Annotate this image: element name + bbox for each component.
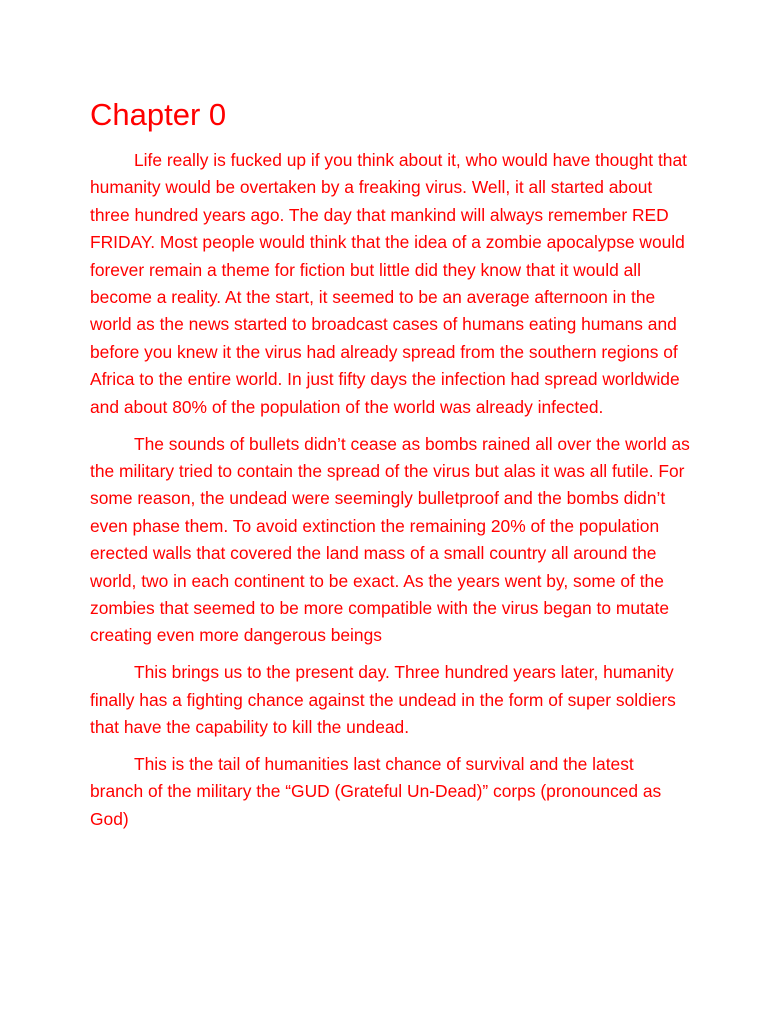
paragraph-2: The sounds of bullets didn’t cease as bombs rained all over the world as the military tried to contain the spread of the virus but alas it was all futile. For some reason, the undead were seemingly bulletproof and the bombs didn’t even phase them. To avoid extinction the remaining 20% of the population erected walls that covered the land mass of a small country all around the world, two in each continent to be exact. As the years went by, some of the zombies that seemed to be more compatible with the virus began to mutate creating even more dangerous beings (90, 433, 690, 646)
paragraph-3: This brings us to the present day. Three hundred years later, humanity finally has a fighting chance against the undead in the form of super soldiers that have the capability to kill the undead. (90, 662, 676, 738)
chapter-title: Chapter 0 (90, 97, 227, 132)
paragraph-4: This is the tail of humanities last chance of survival and the latest branch of the military the “GUD (Grateful Un-Dead)” corps (pronounced as God) (90, 754, 662, 829)
chapter-body (90, 147, 690, 843)
paragraph-1: Life really is fucked up if you think about it, who would have thought that humanity would be overtaken by a freaking virus. Well, it all started about three hundred years ago. The day that mankind will always remember RED FRIDAY. Most people would think that the idea of a zombie apocalypse would forever remain a theme for fiction but little did they know that it would all become a reality. At the start, it seemed to be an average afternoon in the world as the news started to broadcast cases of humans eating humans and before you knew it the virus had already spread from the southern regions of Africa to the entire world. In just fifty days the infection had spread worldwide and about 80% of the population of the world was already infected. (90, 150, 687, 417)
